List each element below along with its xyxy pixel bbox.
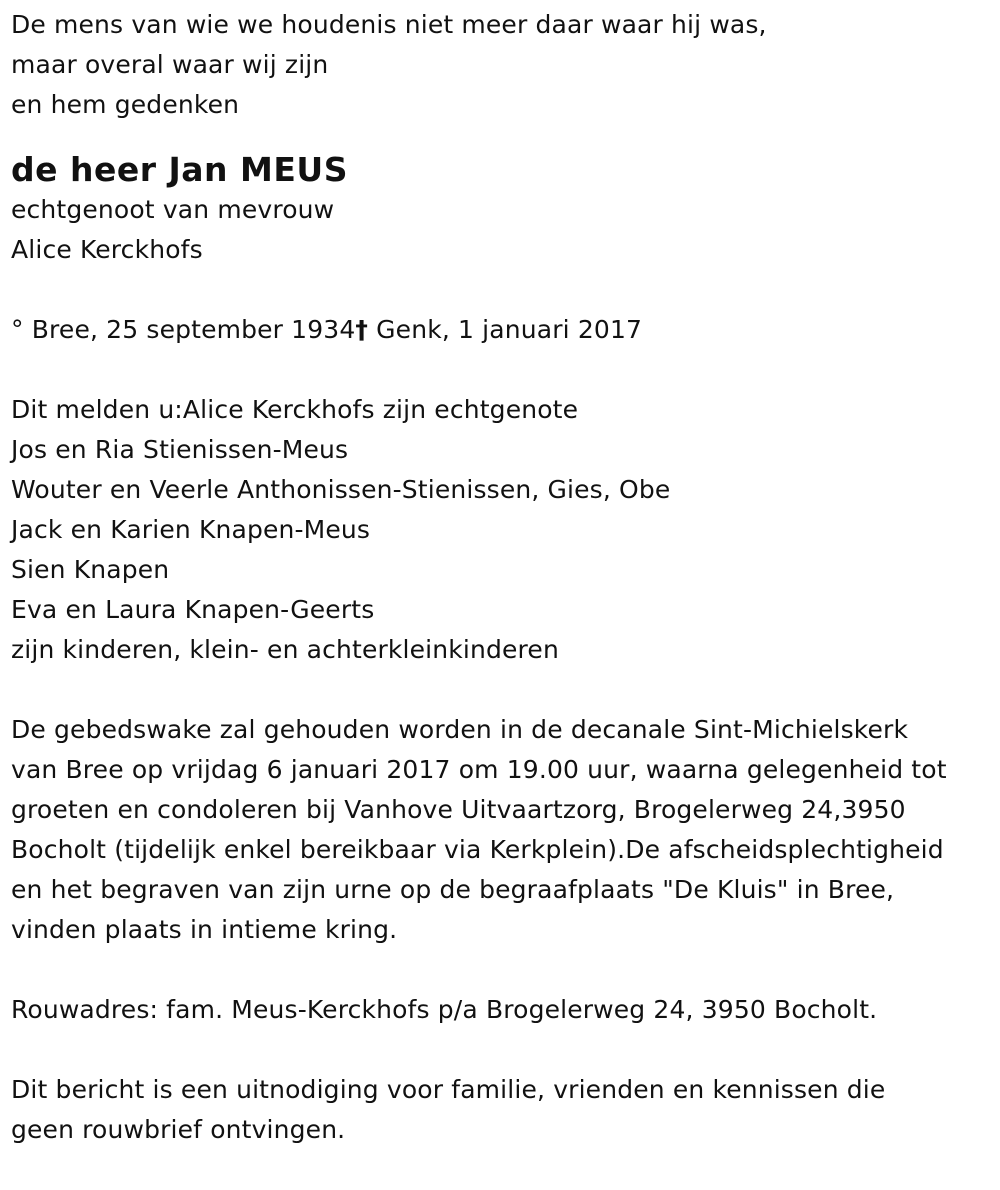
service-line: groeten en condoleren bij Vanhove Uitvaartzorg, Brogelerweg 24,3950 xyxy=(11,795,906,824)
service-line: Bocholt (tijdelijk enkel bereikbaar via Kerkplein).De afscheidsplechtigheid xyxy=(11,835,944,864)
motto-line: maar overal waar wij zijn xyxy=(11,50,329,79)
service-line: en het begraven van zijn urne op de begraafplaats "De Kluis" in Bree, xyxy=(11,875,895,904)
closing-line: geen rouwbrief ontvingen. xyxy=(11,1115,346,1144)
motto-line: De mens van wie we houdenis niet meer daar waar hij was, xyxy=(11,10,767,39)
announcer-line: Jack en Karien Knapen-Meus xyxy=(11,515,371,544)
mourning-address: Rouwadres: fam. Meus-Kerckhofs p/a Brogelerweg 24, 3950 Bocholt. xyxy=(11,995,878,1024)
announcer-line: Wouter en Veerle Anthonissen-Stienissen, Gies, Obe xyxy=(11,475,671,504)
closing-block xyxy=(11,1070,996,1150)
closing-line: Dit bericht is een uitnodiging voor familie, vrienden en kennissen die xyxy=(11,1075,886,1104)
announcers-block xyxy=(11,390,996,670)
obituary-notice xyxy=(11,5,996,1150)
cross-icon: † xyxy=(355,315,369,344)
service-line: vinden plaats in intieme kring. xyxy=(11,915,398,944)
deceased-name: de heer Jan MEUS xyxy=(11,150,348,189)
announcer-line: Eva en Laura Knapen-Geerts xyxy=(11,595,375,624)
service-block xyxy=(11,710,996,950)
relation-block xyxy=(11,190,996,270)
motto-line: en hem gedenken xyxy=(11,90,240,119)
birth-info: ° Bree, 25 september 1934 xyxy=(11,315,356,344)
spacer xyxy=(11,270,996,310)
birth-death-line xyxy=(11,310,996,350)
announcer-line: Sien Knapen xyxy=(11,555,170,584)
spacer xyxy=(11,350,996,390)
announcer-line: Dit melden u:Alice Kerckhofs zijn echtgenote xyxy=(11,395,579,424)
announcer-line: zijn kinderen, klein- en achterkleinkinderen xyxy=(11,635,559,664)
spacer xyxy=(11,950,996,990)
relation-line: Alice Kerckhofs xyxy=(11,235,203,264)
spacer xyxy=(11,1030,996,1070)
service-line: De gebedswake zal gehouden worden in de decanale Sint-Michielskerk xyxy=(11,715,909,744)
spacer xyxy=(11,670,996,710)
announcer-line: Jos en Ria Stienissen-Meus xyxy=(11,435,349,464)
death-info: Genk, 1 januari 2017 xyxy=(368,315,643,344)
motto-block xyxy=(11,5,996,125)
service-line: van Bree op vrijdag 6 januari 2017 om 19.00 uur, waarna gelegenheid tot xyxy=(11,755,947,784)
relation-line: echtgenoot van mevrouw xyxy=(11,195,335,224)
